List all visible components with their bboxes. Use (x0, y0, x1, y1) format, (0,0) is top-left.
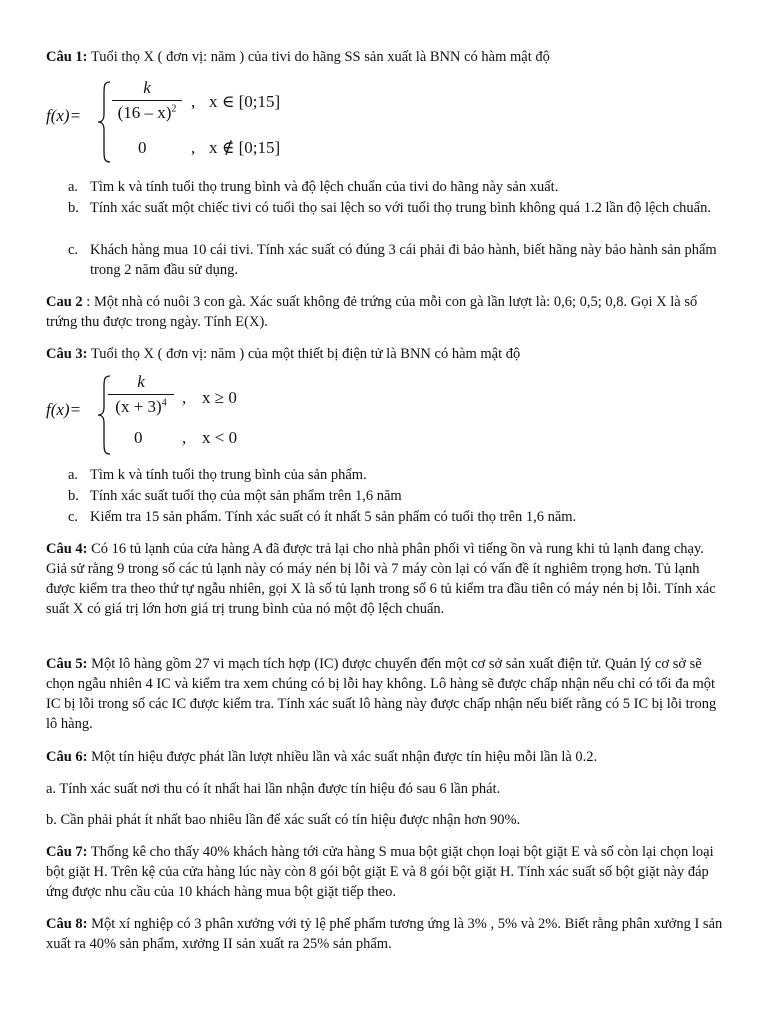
question-2-label: Cau 2 (46, 294, 83, 310)
question-5 (46, 654, 726, 734)
q1-item-c-text: Khách hàng mua 10 cái tivi. Tính xác suất có đúng 3 cái phải đi bảo hành, biết hãng này bảo hành sản phẩm trong 2 năm đầu sử dụng. (90, 242, 717, 278)
density-function-3 (46, 372, 346, 460)
question-6 (46, 747, 726, 767)
q1-item-a (68, 177, 728, 197)
formula-1-value-2: 0 (138, 138, 147, 157)
question-3-label: Câu 3: (46, 346, 88, 362)
question-7-label: Câu 7: (46, 844, 88, 860)
question-6-part-b: b. Cần phải phát ít nhất bao nhiêu lần để xác suất có tín hiệu được nhận hơn 90%. (46, 812, 521, 828)
formula-1-fraction (112, 78, 182, 123)
formula-3-numerator: k (137, 372, 145, 391)
q3-item-b (68, 486, 728, 506)
question-8-label: Câu 8: (46, 916, 88, 932)
formula-3-denominator: $(x + 3)^4$ (115, 397, 167, 416)
question-5-label: Câu 5: (46, 656, 88, 672)
question-3 (46, 344, 726, 364)
q3-item-c (68, 507, 728, 527)
question-5-text: Một lô hàng gồm 27 vi mạch tích hợp (IC) được chuyển đến một cơ sở sản xuất điện tử. Quản lý cơ sở sẽ chọn ngẫu nhiên 4 IC và kiểm tra xem chúng có bị lỗi hay không. Lô hàng sẽ được chấp nhận nếu chỉ có tối đa một IC bị lỗi trong số các IC được kiểm tra. Tính xác suất lô hàng này được chấp nhận nếu biết rằng có 5 IC bị lỗi trong lô hàng. (46, 656, 717, 732)
question-1-text: Tuổi thọ X ( đơn vị: năm ) của tivi do hãng SS sản xuất là BNN có hàm mật độ (90, 49, 550, 65)
q3-item-a-text: Tìm k và tính tuổi thọ trung bình của sản phẩm. (90, 467, 367, 483)
density-function-1 (46, 78, 346, 168)
question-3-text: Tuổi thọ X ( đơn vị: năm ) của một thiết bị điện tử là BNN có hàm mật độ (90, 346, 521, 362)
formula-1-lhs: f(x)= (46, 106, 82, 125)
question-6-label: Câu 6: (46, 749, 88, 765)
formula-3-condition-2: x < 0 (202, 428, 238, 447)
q3-item-b-marker: b. (68, 488, 79, 504)
formula-3-fraction (108, 372, 174, 417)
formula-1-condition-1: x ∈ [0;15] (209, 92, 281, 111)
q3-item-c-marker: c. (68, 509, 79, 525)
formula-1-comma-2: , (191, 138, 196, 157)
formula-1-numerator: k (143, 78, 151, 97)
question-8 (46, 914, 726, 954)
q1-item-a-marker: a. (68, 179, 79, 195)
formula-3-comma-2: , (182, 428, 187, 447)
question-1 (46, 47, 726, 67)
question-7 (46, 842, 726, 902)
question-2-text: : Một nhà có nuôi 3 con gà. Xác suất không đẻ trứng của mỗi con gà lần lượt là: 0,6; 0,5; 0,8. Gọi X là số trứng thu được trong ngày. Tính E(X). (46, 294, 698, 330)
q3-item-b-text: Tính xác suất tuổi thọ của một sản phẩm trên 1,6 năm (90, 488, 402, 504)
question-2 (46, 292, 726, 332)
question-4-text: Có 16 tủ lạnh của cửa hàng A đã được trả lại cho nhà phân phối vì tiếng ồn và rung khi tủ lạnh đang chạy. Giả sử rằng 9 trong số các tủ lạnh này có máy nén bị lỗi và 7 máy còn lại có vấn đề ít nghiêm trọng hơn. Tủ lạnh được kiểm tra theo thứ tự ngẫu nhiên, gọi X là số tủ lạnh trong số 6 tủ kiểm tra đầu tiên có máy nén bị lỗi. Tính xác suất X có giá trị lớn hơn giá trị trung bình của nó một độ lệch chuẩn. (46, 541, 716, 617)
q1-item-a-text: Tìm k và tính tuổi thọ trung bình và độ lệch chuẩn của tivi do hãng này sản xuất. (90, 179, 559, 195)
formula-1-exponent: 2 (171, 103, 177, 115)
q3-item-a-marker: a. (68, 467, 79, 483)
q3-item-c-text: Kiểm tra 15 sản phẩm. Tính xác suất có ít nhất 5 sản phẩm có tuổi thọ trên 1,6 năm. (90, 509, 577, 525)
formula-3-value-2: 0 (134, 428, 143, 447)
question-6-part-a: a. Tính xác suất nơi thu có ít nhất hai lần nhận được tín hiệu đó sau 6 lần phát. (46, 781, 501, 797)
question-8-text: Một xí nghiệp có 3 phân xưởng với tỷ lệ phế phẩm tương ứng là 3% , 5% và 2%. Biết rằng phân xưởng I sản xuất ra 40% sản phẩm, xưởng II sản xuất ra 25% sản phẩm. (46, 916, 723, 952)
left-brace-icon (96, 80, 112, 164)
question-4-label: Câu 4: (46, 541, 88, 557)
q3-item-a (68, 465, 728, 485)
formula-3-condition-1: x ≥ 0 (202, 388, 237, 407)
formula-1-comma-1: , (191, 92, 196, 111)
formula-3-exponent: 4 (161, 397, 167, 409)
formula-3-lhs: f(x)= (46, 400, 82, 419)
question-7-text: Thống kê cho thấy 40% khách hàng tới cửa hàng S mua bột giặt chọn loại bột giặt E và số còn lại chọn loại bột giặt H. Trên kệ của cửa hàng lúc này còn 8 gói bột giặt E và 8 gói bột giặt H. Tính xác suất số bột giặt này đáp ứng được nhu cầu của 10 khách hàng mua bột giặt tiếp theo. (46, 844, 714, 900)
question-6-text: Một tín hiệu được phát lần lượt nhiều lần và xác suất nhận được tín hiệu mỗi lần là 0.2. (91, 749, 598, 765)
q1-item-b-text: Tính xác suất một chiếc tivi có tuổi thọ sai lệch so với tuổi thọ trung bình không quá 1.2 lần độ lệch chuẩn. (90, 200, 711, 216)
question-1-label: Câu 1: (46, 49, 88, 65)
question-4 (46, 539, 726, 619)
formula-1-condition-2: x ∉ [0;15] (209, 138, 281, 157)
formula-3-comma-1: , (182, 388, 187, 407)
formula-1-denominator: (16 – x)$^2$ (117, 103, 177, 122)
q1-item-c (68, 240, 728, 278)
q1-item-b (68, 198, 728, 218)
q1-item-b-marker: b. (68, 200, 79, 216)
q1-item-c-marker: c. (68, 242, 79, 258)
